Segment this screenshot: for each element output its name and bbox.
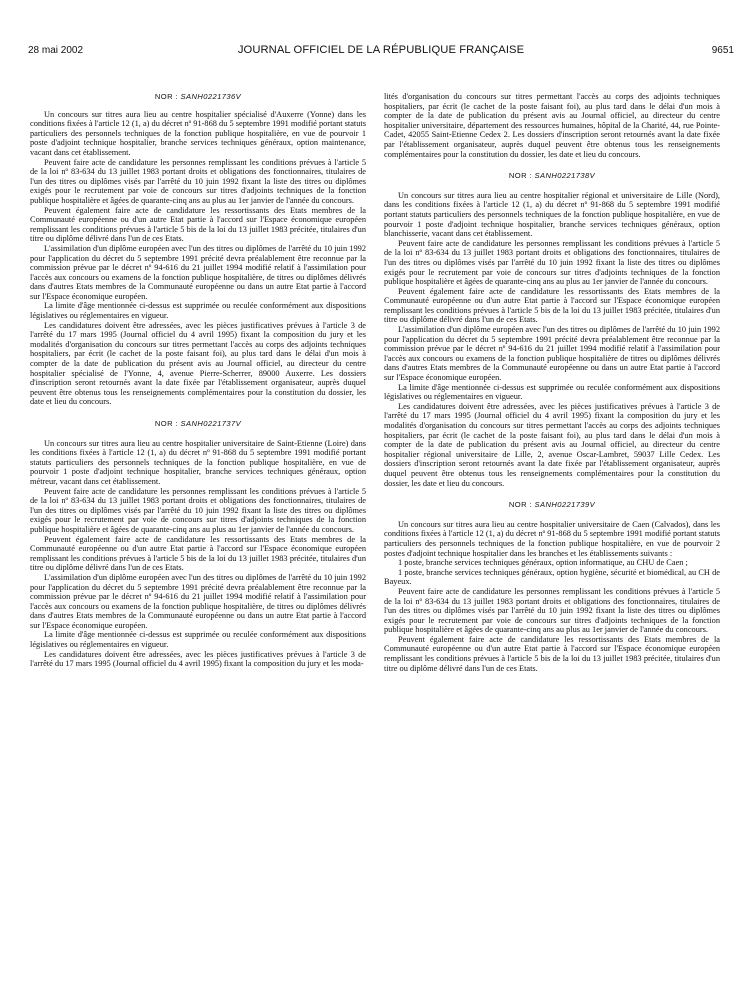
notice-paragraph: L'assimilation d'un diplôme européen avec l'un des titres ou diplômes de l'arrêté du 10 juin 1992 pour l'application du décret du 5 septembre 1991 précité devra préalablement être reconnue par la commission prévue par le décret nº 94-616 du 21 juillet 1994 modifié relatif à l'assimilation pour l'accès aux concours ou examens de la fonction publique hospitalière, de titres ou diplômes délivrés dans d'autres Etats membres de la Communauté européenne ou dans un autre Etat partie à l'accord sur l'Espace économique européen. [30, 243, 366, 301]
notice-paragraph: Peuvent également faire acte de candidature les ressortissants des Etats membres de la Communauté européenne ou d'un autre Etat partie à l'accord sur l'Espace économique européen remplissant les conditions prévues à l'article 5 bis de la loi du 13 juillet 1983 précitée, titulaires d'un titre ou diplôme délivré dans l'un de ces Etats. [384, 286, 720, 325]
notice-paragraph: Peuvent faire acte de candidature les personnes remplissant les conditions prévues à l'article 5 de la loi nº 83-634 du 13 juillet 1983 portant droits et obligations des fonctionnaires, titulaires de l'un des titres ou diplômes visés par l'arrêté du 10 juin 1992 fixant la liste des titres ou diplômes exigés pour le recrutement par voie de concours sur titres d'adjoints techniques de la fonction publique hospitalière et âgées de quarante-cinq ans au plus au 1er janvier de l'année du concours. [30, 157, 366, 205]
notice-paragraph: Les candidatures doivent être adressées, avec les pièces justificatives prévues à l'article 3 de l'arrêté du 17 mars 1995 (Journal officiel du 4 avril 1995) fixant la composition du jury et les moda- [30, 649, 366, 669]
notice-paragraph: La limite d'âge mentionnée ci-dessus est supprimée ou reculée conformément aux dispositions législatives ou réglementaires en vigueur. [30, 630, 366, 650]
nor-reference [30, 419, 366, 429]
nor-label: NOR : [508, 500, 533, 510]
header-date: 28 mai 2002 [28, 45, 84, 56]
nor-id: SANH0221738V [534, 171, 596, 181]
nor-id: SANH0221739V [534, 500, 596, 510]
left-column [30, 92, 366, 669]
notice-paragraph: Un concours sur titres aura lieu au centre hospitalier spécialisé d'Auxerre (Yonne) dans les conditions fixées à l'article 12 (1, a) du décret nº 91-868 du 5 septembre 1991 modifié portant statuts particuliers des personnels techniques de la fonction publique hospitalière, en vue de pourvoir 1 poste d'adjoint technique hospitalier, branche services techniques généraux, option maintenance, vacant dans cet établissement. [30, 109, 366, 157]
nor-id: SANH0221737V [180, 419, 242, 428]
right-column [384, 92, 720, 673]
nor-label: NOR : [508, 171, 533, 181]
notice-paragraph: Peuvent faire acte de candidature les personnes remplissant les conditions prévues à l'article 5 de la loi nº 83-634 du 13 juillet 1983 portant droits et obligations des fonctionnaires, titulaires de l'un des titres ou diplômes visés par l'arrêté du 10 juin 1992 fixant la liste des titres ou diplômes exigés pour le recrutement par voie de concours sur titres d'adjoints techniques de la fonction publique hospitalière et âgées de quarante-cinq ans au plus au 1er janvier de l'année du concours. [30, 486, 366, 534]
nor-label: NOR : [154, 419, 179, 428]
notice-paragraph: La limite d'âge mentionnée ci-dessus est supprimée ou reculée conformément aux dispositions législatives ou réglementaires en vigueur. [384, 382, 720, 402]
nor-reference [384, 171, 720, 181]
notice-paragraph: Un concours sur titres aura lieu au centre hospitalier universitaire de Caen (Calvados), dans les conditions fixées à l'article 12 (1, a) du décret nº 91-868 du 5 septembre 1991 modifié portant statuts particuliers des personnels techniques de la fonction publique hospitalière, en vue de pourvoir 2 postes d'adjoint technique hospitalier dans les branches et les établissements suivants : [384, 519, 720, 558]
notice-paragraph: Peuvent également faire acte de candidature les ressortissants des Etats membres de la Communauté européenne ou d'un autre Etat partie à l'accord sur l'Espace économique européen remplissant les conditions prévues à l'article 5 bis de la loi du 13 juillet 1983 précitée, titulaires d'un titre ou diplôme délivré dans l'un de ces Etats. [30, 534, 366, 573]
notice-paragraph: La limite d'âge mentionnée ci-dessus est supprimée ou reculée conformément aux dispositions législatives ou réglementaires en vigueur. [30, 301, 366, 321]
notice-paragraph: 1 poste, branche services techniques généraux, option hygiène, sécurité et biomédical, au CH de Bayeux. [384, 567, 720, 587]
notice-paragraph: 1 poste, branche services techniques généraux, option informatique, au CHU de Caen ; [398, 558, 688, 568]
nor-label: NOR : [154, 92, 179, 101]
nor-reference [384, 500, 720, 510]
notice-paragraph: Peuvent faire acte de candidature les personnes remplissant les conditions prévues à l'article 5 de la loi nº 83-634 du 13 juillet 1983 portant droits et obligations des fonctionnaires, titulaires de l'un des titres ou diplômes visés par l'arrêté du 10 juin 1992 fixant la liste des titres ou diplômes exigés pour le recrutement par voie de concours sur titres d'adjoints techniques de la fonction publique hospitalière et âgées de quarante-cinq ans au plus au 1er janvier de l'année du concours. [384, 238, 720, 287]
nor-id: SANH0221736V [180, 92, 242, 101]
notice-paragraph: L'assimilation d'un diplôme européen avec l'un des titres ou diplômes de l'arrêté du 10 juin 1992 pour l'application du décret du 5 septembre 1991 précité devra préalablement être reconnue par la commission prévue par le décret nº 94-616 du 21 juillet 1994 modifié relatif à l'assimilation pour l'accès aux concours ou examens de la fonction publique hospitalière de titres ou diplômes délivrés dans d'autres Etats membres de la Communauté européenne ou dans un autre Etat partie à l'accord sur l'Espace économique européen. [384, 325, 720, 383]
notice-paragraph: Les candidatures doivent être adressées, avec les pièces justificatives prévues à l'article 3 de l'arrêté du 17 mars 1995 (Journal officiel du 4 avril 1995) fixant la composition du jury et les modalités d'organisation du concours sur titres permettant l'accès au corps des adjoints techniques hospitaliers, par écrit (le cachet de la poste faisant foi), au plus tard dans le délai d'un mois à compter de la date de publication du présent avis au Journal officiel, au directeur du centre hospitalier spécialisé de l'Yonne, 4, avenue Pierre-Scherrer, 89000 Auxerre. Les dossiers d'inscription seront retournés avant la date fixée par l'établissement organisateur, auprès duquel peuvent être obtenus tous les renseignements complémentaires pour la constitution du dossier, les date et lieu du concours. [30, 320, 366, 407]
notice-paragraph: L'assimilation d'un diplôme européen avec l'un des titres ou diplômes de l'arrêté du 10 juin 1992 pour l'application du décret du 5 septembre 1991 précité devra préalablement être reconnue par la commission prévue par le décret nº 94-616 du 21 juillet 1994 modifié relatif à l'assimilation pour l'accès aux concours ou examens de la fonction publique hospitalière, de titres ou diplômes délivrés dans d'autres Etats membres de la Communauté européenne ou dans un autre Etat partie à l'accord sur l'Espace économique européen. [30, 572, 366, 630]
notice-paragraph: Les candidatures doivent être adressées, avec les pièces justificatives prévues à l'article 3 de l'arrêté du 17 mars 1995 (Journal officiel du 4 avril 1995) fixant la composition du jury et les modalités d'organisation du concours sur titres permettant l'accès au corps des adjoints techniques hospitaliers, par écrit (le cachet de la poste faisant foi), au plus tard dans le délai d'un mois à compter de la date de publication du présent avis au Journal officiel, au directeur du centre hospitalier régional universitaire de Lille, 2, avenue Oscar-Lambret, 59037 Lille Cedex. Les dossiers d'inscription seront retournés avant la date fixée par l'établissement organisateur, auprès duquel peuvent être obtenus tous les renseignements complémentaires pour la constitution du dossier, les date et lieu du concours. [384, 401, 720, 488]
nor-reference [30, 92, 366, 102]
header-page-number: 9651 [711, 45, 734, 56]
header-title: JOURNAL OFFICIEL DE LA RÉPUBLIQUE FRANÇAISE [237, 44, 525, 56]
page-header [28, 0, 734, 60]
notice-paragraph: Peuvent faire acte de candidature les personnes remplissant les conditions prévues à l'article 5 de la loi nº 83-634 du 13 juillet 1983 portant droits et obligations des fonctionnaires, titulaires de l'un des titres ou diplômes visés par l'arrêté du 10 juin 1992 fixant la liste des titres ou diplômes exigés pour le recrutement par voie de concours sur titres d'adjoints techniques de la fonction publique hospitalière et âgées de quarante-cinq ans au plus au 1er janvier de l'année du concours. [384, 586, 720, 635]
notice-paragraph: Peuvent également faire acte de candidature les ressortissants des Etats membres de la Communauté européenne ou d'un autre Etat partie à l'accord sur l'Espace économique européen remplissant les conditions prévues à l'article 5 bis de la loi du 13 juillet 1983 précitée, titulaires d'un titre ou diplôme délivré dans l'un de ces Etats. [30, 205, 366, 244]
notice-paragraph: Peuvent également faire acte de candidature les ressortissants des Etats membres de la Communauté européenne ou d'un autre Etat partie à l'accord sur l'Espace économique européen remplissant les conditions prévues à l'article 5 bis de la loi du 13 juillet 1983 précitée, titulaires d'un titre ou diplôme délivré dans l'un de ces Etats. [384, 634, 720, 673]
notice-paragraph: Un concours sur titres aura lieu au centre hospitalier régional et universitaire de Lille (Nord), dans les conditions fixées à l'article 12 (1, a) du décret nº 91-868 du 5 septembre 1991 modifié portant statuts particuliers des personnels techniques de la fonction publique hospitalière, en vue de pourvoir 1 poste d'adjoint technique hospitalier, branche services techniques généraux, option blanchisserie, vacant dans cet établissement. [384, 190, 720, 239]
notice-paragraph: Un concours sur titres aura lieu au centre hospitalier universitaire de Saint-Etienne (Loire) dans les conditions fixées à l'article 12 (1, a) du décret nº 91-868 du 5 septembre 1991 modifié portant statuts particuliers des personnels techniques de la fonction publique hospitalière, en vue de pourvoir 1 poste d'adjoint technique hospitalier, branche services techniques généraux, option métreur, vacant dans cet établissement. [30, 438, 366, 486]
notice-paragraph-continued: lités d'organisation du concours sur titres permettant l'accès au corps des adjoints techniques hospitaliers, par écrit (le cachet de la poste faisant foi), au plus tard dans le délai d'un mois à compter de la date de publication du présent avis au Journal officiel, au directeur du centre hospitalier universitaire, département des ressources humaines, hôpital de la Charité, 44, rue Pointe-Cadet, 42055 Saint-Etienne Cedex 2. Les dossiers d'inscription seront retournés avant la date fixée par l'établissement organisateur, auprès duquel peuvent être obtenus tous les renseignements complémentaires pour la constitution du dossier, les date et lieu du concours. [384, 92, 720, 159]
